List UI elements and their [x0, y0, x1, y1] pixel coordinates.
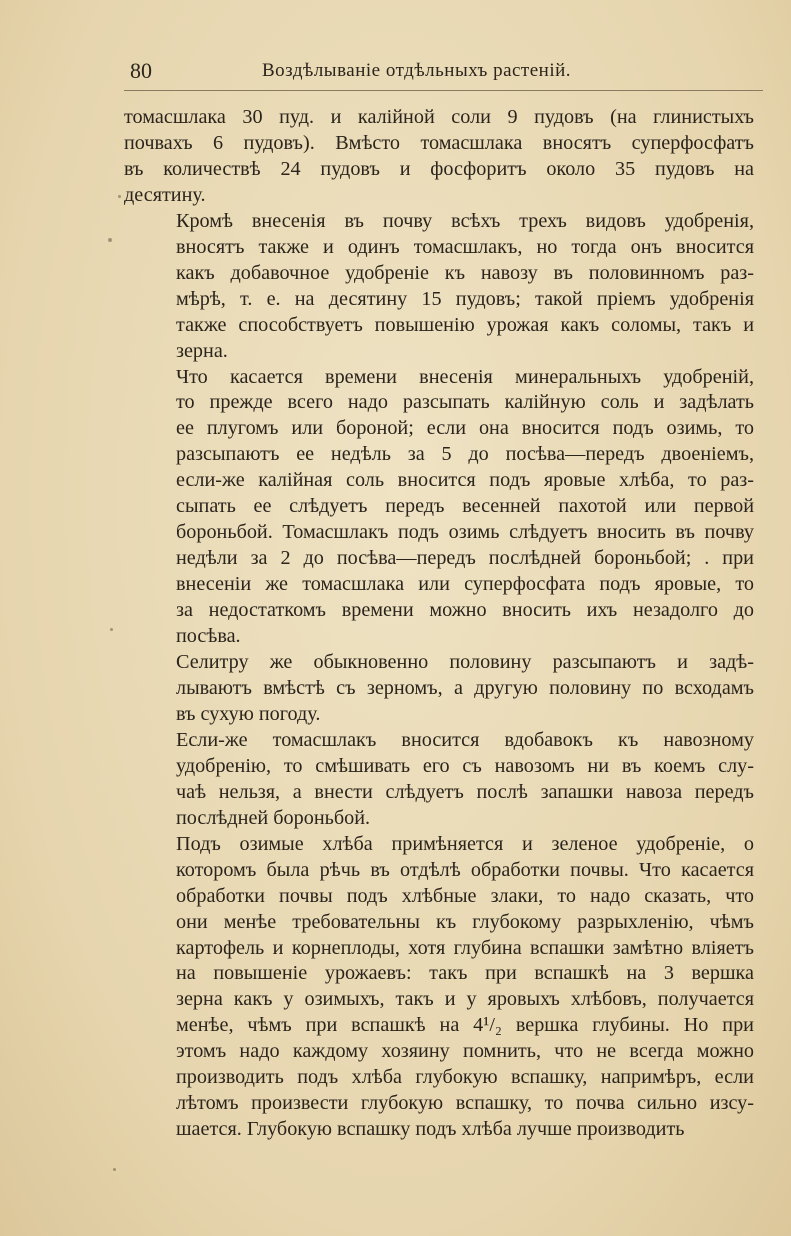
paragraph [124, 728, 754, 832]
text-line: на повышеніе урожаевъ: такъ при вспашкѣ на 3 вершка [176, 962, 754, 985]
text-line: зерна. [176, 339, 228, 362]
body-text [124, 105, 754, 1143]
text-line: то прежде всего надо разсыпать калійную соль и задѣлать [176, 391, 754, 414]
text-line: картофель и корнеплоды, хотя глубина вспашки замѣтно вліяетъ [176, 936, 754, 959]
text-line: лываютъ вмѣстѣ съ зерномъ, а другую половину по всходамъ [176, 676, 754, 699]
paper-speck [110, 628, 113, 631]
text-line: въ сухую погоду. [176, 702, 321, 725]
text-line: Селитру же обыкновенно половину разсыпаютъ и задѣ- [176, 651, 754, 674]
text-line: удобренію, то смѣшивать его съ навозомъ ни въ коемъ слу- [176, 754, 754, 777]
text-line: Подъ озимые хлѣба примѣняется и зеленое удобреніе, о [176, 832, 754, 855]
text-line: посѣва. [176, 625, 241, 648]
paragraph [124, 650, 754, 728]
text-line: если-же калійная соль вносится подъ яровые хлѣба, то раз- [176, 469, 754, 492]
paragraph [124, 209, 754, 365]
text-line: бороньбой. Томасшлакъ подъ озимь слѣдуетъ вносить въ почву [176, 521, 754, 544]
text-line: они менѣе требовательны къ глубокому разрыхленію, чѣмъ [176, 910, 754, 933]
text-line: какъ добавочное удобреніе къ навозу въ половинномъ раз- [176, 261, 754, 284]
text-line: этомъ надо каждому хозяину помнить, что не всегда можно [176, 1040, 754, 1063]
paragraph [124, 832, 754, 1143]
text-line: шается. Глубокую вспашку подъ хлѣба лучше производить [176, 1118, 685, 1141]
running-title: Воздѣлываніе отдѣльныхъ растеній. [262, 60, 572, 81]
text-line: производить подъ хлѣба глубокую вспашку, напримѣръ, если [176, 1066, 754, 1089]
text-line: мѣрѣ, т. е. на десятину 15 пудовъ; такой пріемъ удобренія [176, 287, 754, 310]
text-line: послѣдней бороньбой. [176, 806, 371, 829]
text-line: чаѣ нельзя, а внести слѣдуетъ послѣ запашки навоза передъ [176, 780, 754, 803]
text-line: менѣе, чѣмъ при вспашкѣ на 4¹/₂ вершка глубины. Но при [176, 1014, 754, 1037]
text-line: которомъ была рѣчь въ отдѣлѣ обработки почвы. Что касается [176, 858, 754, 881]
text-line: разсыпаютъ ее недѣль за 5 до посѣва—передъ двоеніемъ, [176, 443, 754, 466]
text-line: также способствуетъ повышенію урожая какъ соломы, такъ и [176, 313, 754, 336]
paragraph [124, 365, 754, 650]
paper-speck [113, 1168, 116, 1171]
page-number: 80 [130, 58, 152, 83]
text-line: ее плугомъ или бороной; если она вносится подъ озимь, то [176, 417, 754, 440]
page-header [124, 56, 763, 91]
paragraph [124, 105, 754, 209]
text-line: за недостаткомъ времени можно вносить ихъ незадолго до [176, 599, 754, 622]
paper-speck [118, 195, 121, 198]
text-line: внесеніи же томасшлака или суперфосфата подъ яровые, то [176, 573, 754, 596]
text-line: обработки почвы подъ хлѣбные злаки, то надо сказать, что [176, 884, 754, 907]
text-line: Если-же томасшлакъ вносится вдобавокъ къ навозному [176, 728, 754, 751]
text-line: вносятъ также и одинъ томасшлакъ, но тогда онъ вносится [176, 235, 754, 258]
text-line: десятину. [124, 183, 206, 206]
text-line: зерна какъ у озимыхъ, такъ и у яровыхъ хлѣбовъ, получается [176, 988, 754, 1011]
text-line: томасшлака 30 пуд. и калійной соли 9 пудовъ (на глинистыхъ [124, 106, 754, 128]
text-line: Кромѣ внесенія въ почву всѣхъ трехъ видовъ удобренія, [176, 209, 754, 232]
text-line: въ количествѣ 24 пудовъ и фосфоритъ около 35 пудовъ на [124, 157, 754, 180]
text-line: сыпать ее слѣдуетъ передъ весенней пахотой или первой [176, 495, 754, 518]
paper-speck [108, 238, 112, 242]
text-line: недѣли за 2 до посѣва—передъ послѣдней бороньбой; . при [176, 547, 754, 570]
text-line: лѣтомъ произвести глубокую вспашку, то почва сильно изсу- [176, 1092, 754, 1115]
text-line: почвахъ 6 пудовъ). Вмѣсто томасшлака вносятъ суперфосфатъ [124, 131, 754, 154]
text-line: Что касается времени внесенія минеральныхъ удобреній, [176, 365, 754, 388]
